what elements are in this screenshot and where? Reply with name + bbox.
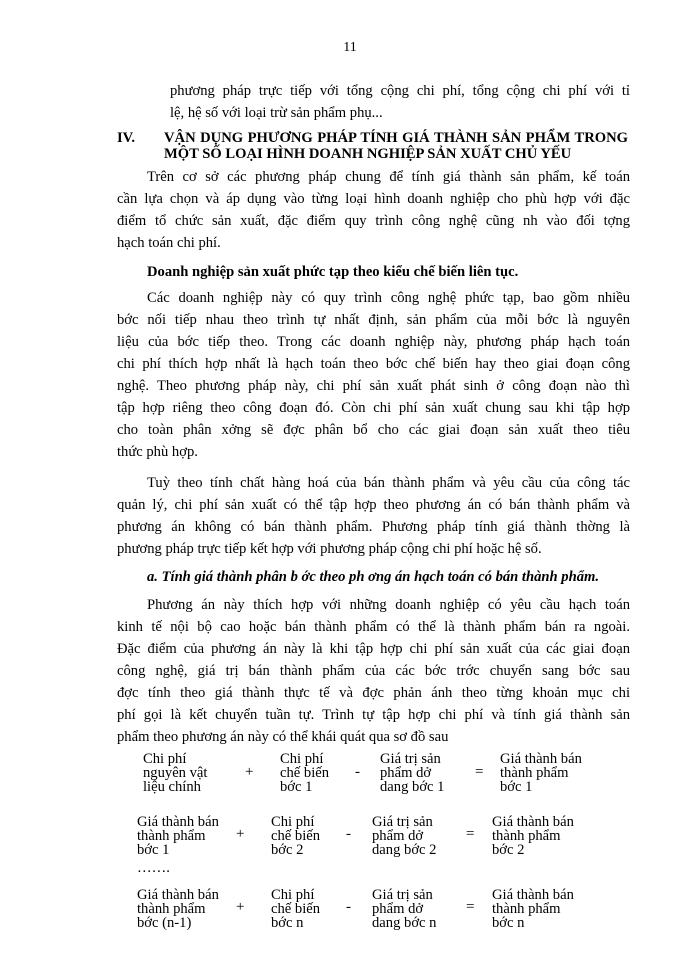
- formula-1-minus: -: [355, 764, 360, 780]
- formula-1-term-c: Giá trị sản phẩm dở dang bớc 1: [380, 751, 445, 795]
- formula-1-term-b: Chi phí chế biến bớc 1: [280, 751, 330, 795]
- page-number: 11: [343, 40, 357, 55]
- formula-2-term-b: Chi phí chế biến bớc 2: [271, 814, 321, 858]
- para2-line-6: tập hợp riêng theo công đoạn đó. Còn chi phí sản xuất chung sau khi tập hợp: [117, 400, 630, 416]
- para4-line-5: đợc tính theo giá thành thực tế và đợc phản ánh theo từng khoản mục chi: [117, 685, 630, 701]
- formula-3-term-b: Chi phí chế biến bớc n: [271, 887, 321, 931]
- para2-line-1: Các doanh nghiệp này có quy trình công nghệ phức tạp, bao gồm nhiều: [147, 290, 630, 306]
- formula-3-result: Giá thành bán thành phẩm bớc n: [492, 887, 574, 931]
- para2-line-2: bớc nối tiếp nhau theo trình tự nhất định, sản phẩm của mỗi bớc là nguyên: [117, 312, 630, 328]
- formula-1-plus: +: [245, 764, 254, 780]
- para2-line-8: thức phù hợp.: [117, 444, 198, 460]
- formula-3-minus: -: [346, 899, 351, 915]
- formula-2-plus: +: [236, 826, 245, 842]
- para2-line-5: nghệ. Theo phương pháp này, chi phí sản xuất phát sinh ở công đoạn nào thì: [117, 378, 630, 394]
- para3-line-3: phương án không có bán thành phẩm. Phương pháp tính giá thành thờng là: [117, 519, 630, 535]
- para2-line-7: cho toàn phân xởng sẽ đợc phân bổ cho các giai đoạn sản xuất theo tiêu: [117, 422, 630, 438]
- section-title: [164, 130, 628, 162]
- para3-line-4: phương pháp trực tiếp kết hợp với phương pháp cộng chi phí hoặc hệ số.: [117, 541, 542, 557]
- para2-line-3: liệu của bớc tiếp theo. Trong các doanh nghiệp này, phương pháp hạch toán: [117, 334, 630, 350]
- formula-2-term-a: Giá thành bán thành phẩm bớc 1: [137, 814, 219, 858]
- para4-line-4: công nghệ, giá trị bán thành phẩm của các bớc trớc chuyển sang bớc sau: [117, 663, 630, 679]
- intro-line-2: lệ, hệ số với loại trừ sản phẩm phụ...: [170, 105, 383, 121]
- subheading-a: a. Tính giá thành phân b ớc theo ph ơng án hạch toán có bán thành phẩm.: [147, 569, 599, 585]
- para4-line-6: phí gọi là kết chuyển tuần tự. Trình tự tập hợp chi phí và tính giá thành sản: [117, 707, 630, 723]
- para4-line-2: kinh tế nội bộ cao hoặc bán thành phẩm có thể là thành phẩm bán ra ngoài.: [117, 619, 630, 635]
- formula-1-term-a: Chi phí nguyên vật liệu chính: [143, 751, 208, 795]
- formula-3-term-a: Giá thành bán thành phẩm bớc (n-1): [137, 887, 219, 931]
- formula-ellipsis: …….: [137, 860, 170, 876]
- formula-1-result: Giá thành bán thành phẩm bớc 1: [500, 751, 582, 795]
- para3-line-2: quản lý, chi phí sản xuất có thể tập hợp theo phương án có bán thành phẩm và: [117, 497, 630, 513]
- formula-3-equals: =: [466, 899, 475, 915]
- formula-2-minus: -: [346, 826, 351, 842]
- formula-3-plus: +: [236, 899, 245, 915]
- para1-line-4: hạch toán chi phí.: [117, 235, 221, 251]
- section-number: IV.: [117, 130, 135, 146]
- para1-line-1: Trên cơ sở các phương pháp chung để tính giá thành sản phẩm, kế toán: [147, 169, 630, 185]
- para2-line-4: chi phí thích hợp nhất là hạch toán theo bớc chế biến hay theo giai đoạn công: [117, 356, 630, 372]
- formula-2-result: Giá thành bán thành phẩm bớc 2: [492, 814, 574, 858]
- para1-line-3: điểm tổ chức sản xuất, đặc điểm quy trình công nghệ cũng nh vào đối tợng: [117, 213, 630, 229]
- section-title-line-2: MỘT SỐ LOẠI HÌNH DOANH NGHIỆP SẢN XUẤT CHỦ YẾU: [164, 146, 572, 162]
- section-title-line-1: VẬN DỤNG PHƯƠNG PHÁP TÍNH GIÁ THÀNH SẢN PHẨM TRONG: [164, 130, 628, 146]
- formula-1-equals: =: [475, 764, 484, 780]
- subheading: Doanh nghiệp sản xuất phức tạp theo kiểu chế biến liên tục.: [147, 264, 519, 280]
- formula-2-term-c: Giá trị sản phẩm dở dang bớc 2: [372, 814, 437, 858]
- para3-line-1: Tuỳ theo tính chất hàng hoá của bán thành phẩm và yêu cầu của công tác: [147, 475, 630, 491]
- formula-3-term-c: Giá trị sản phẩm dở dang bớc n: [372, 887, 437, 931]
- para4-line-7: phẩm theo phương án này có thể khái quát qua sơ đồ sau: [117, 729, 449, 745]
- para4-line-3: Đặc điểm của phương án này là khi tập hợp chi phí sản xuất của các giai đoạn: [117, 641, 630, 657]
- intro-line-1: phương pháp trực tiếp với tổng cộng chi phí, tổng cộng chi phí với tỉ: [170, 83, 630, 99]
- para1-line-2: cần lựa chọn và áp dụng vào từng loại hình doanh nghiệp cho phù hợp với đặc: [117, 191, 630, 207]
- para4-line-1: Phương án này thích hợp với những doanh nghiệp có yêu cầu hạch toán: [147, 597, 630, 613]
- formula-2-equals: =: [466, 826, 475, 842]
